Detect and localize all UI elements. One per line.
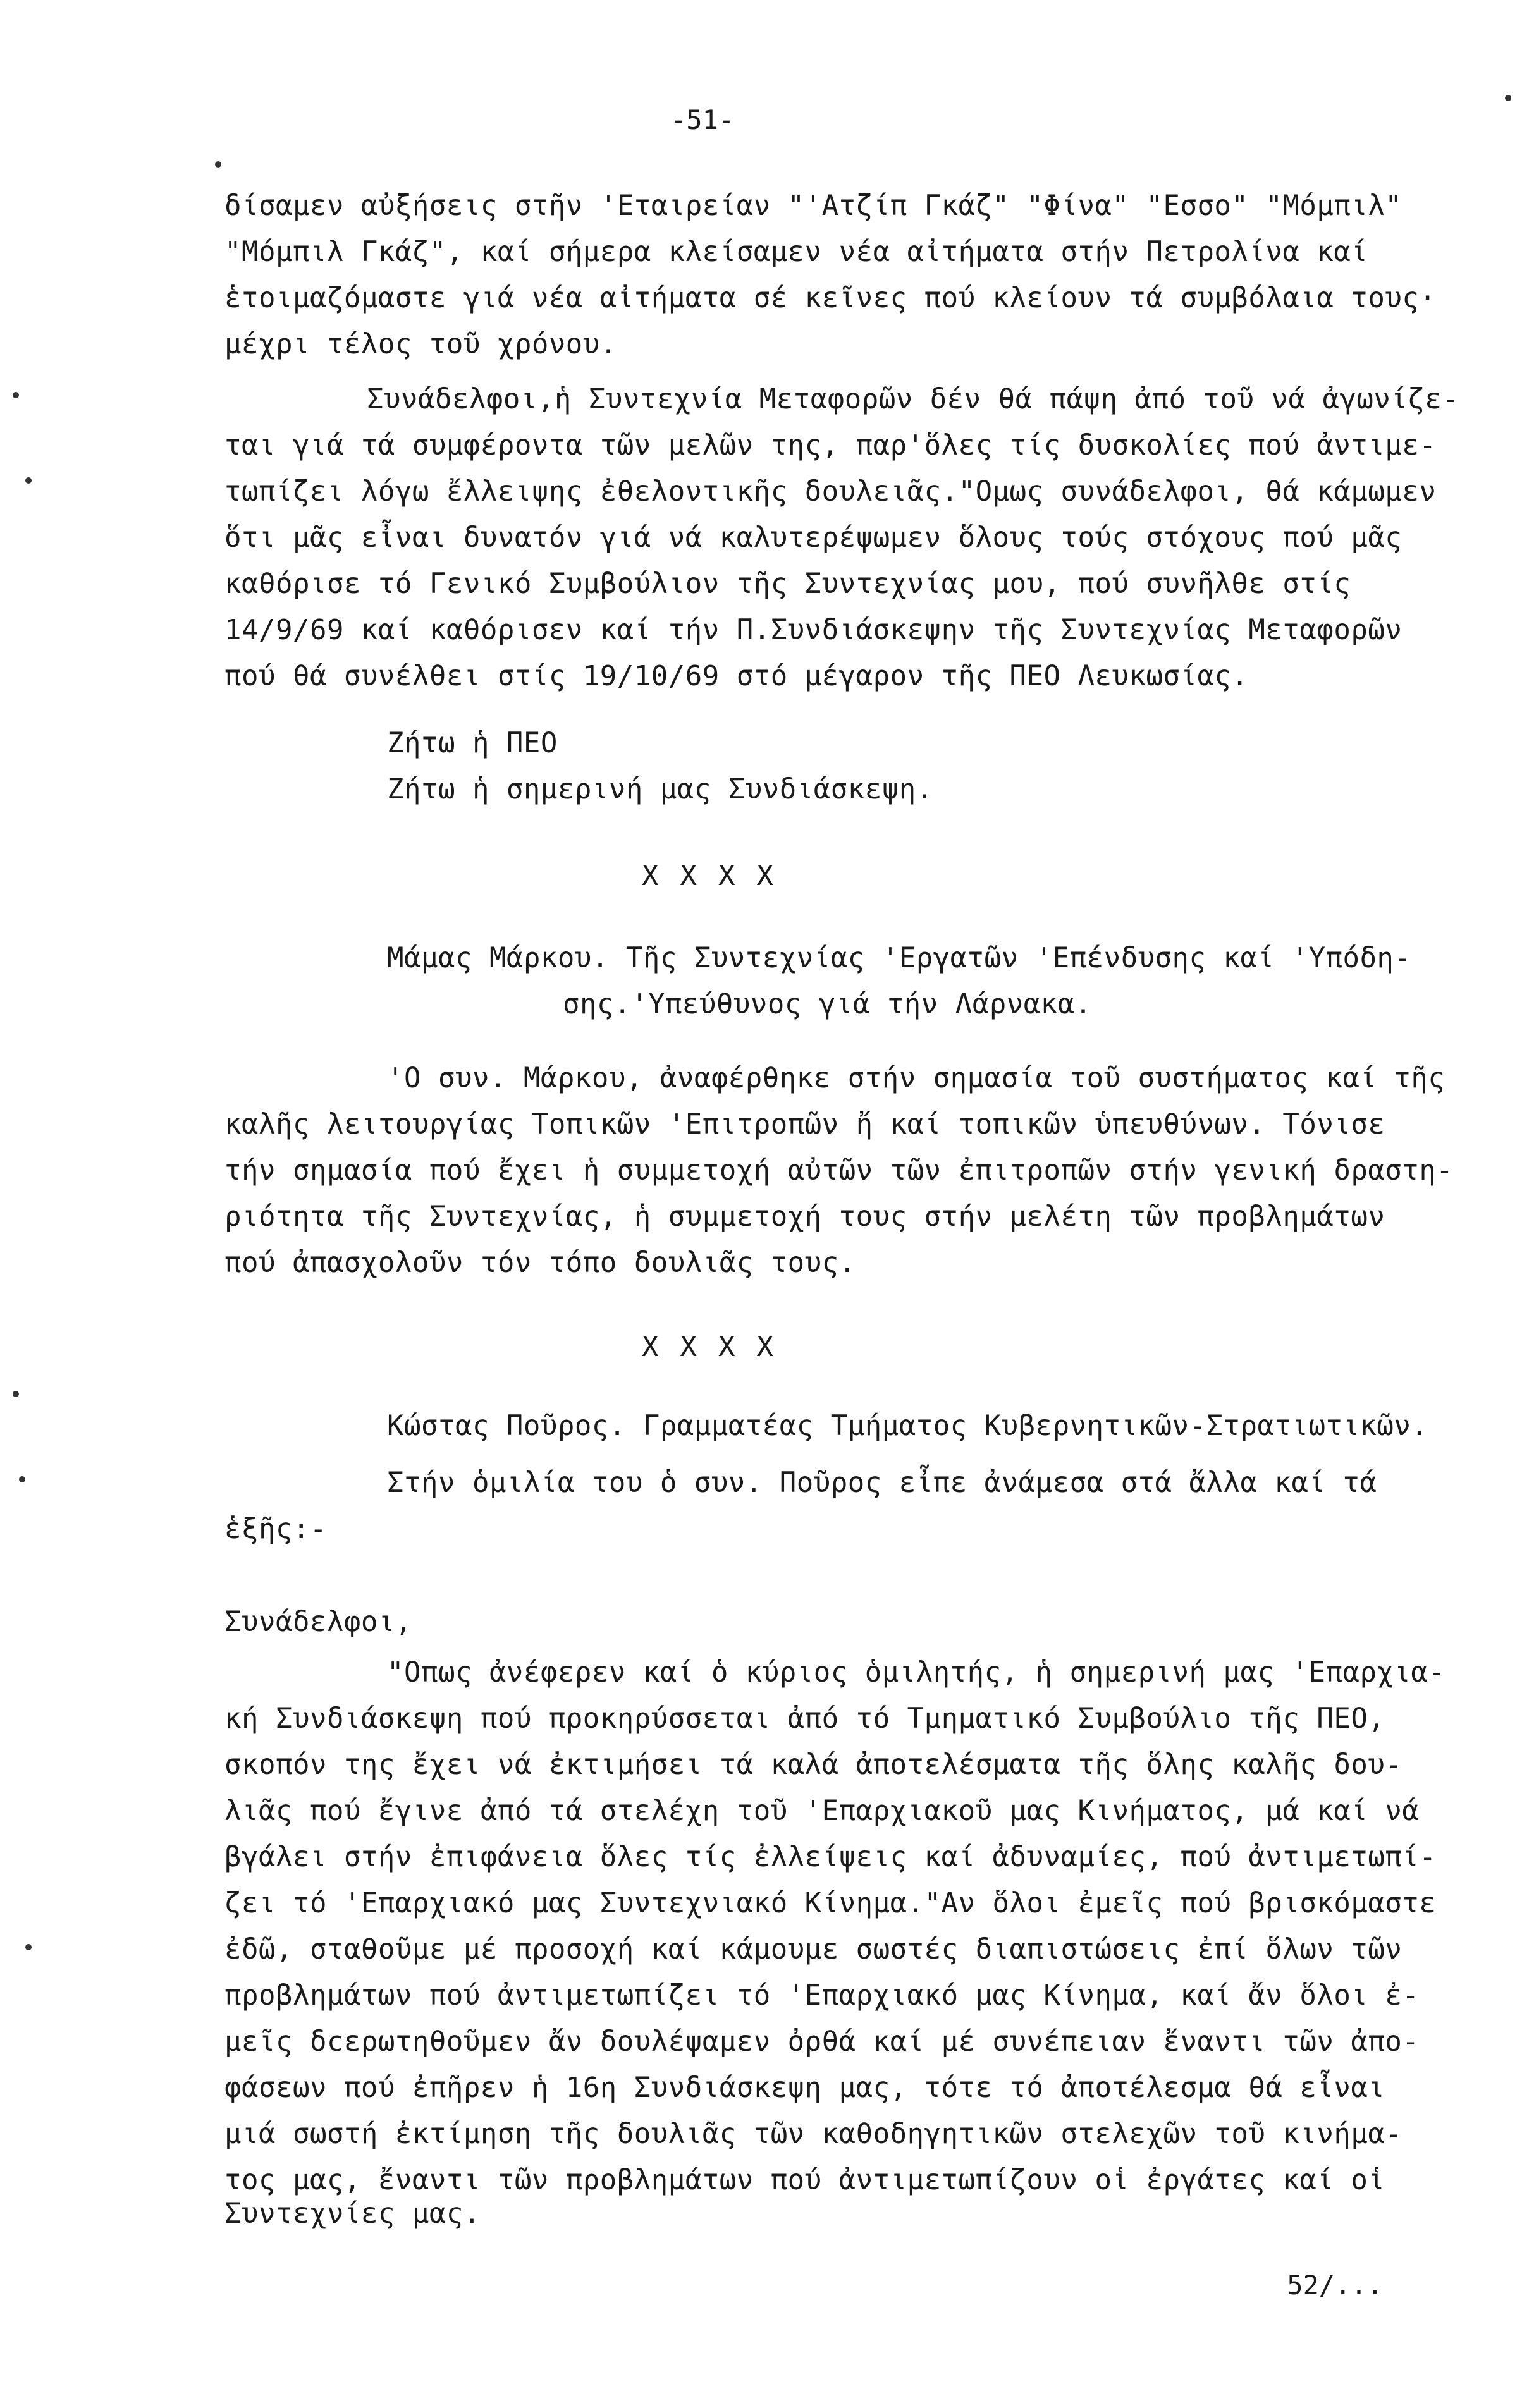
text-line: ριότητα τῆς Συντεχνίας, ἡ συμμετοχή τους στήν μελέτη τῶν προβλημάτων xyxy=(224,1201,1385,1233)
text-line: "Μόμπιλ Γκάζ", καί σήμερα κλείσαμεν νέα αἰτήματα στήν Πετρολίνα καί xyxy=(224,236,1368,268)
text-line: καλῆς λειτουργίας Τοπικῶν 'Επιτροπῶν ἤ καί τοπικῶν ὑπευθύνων. Τόνισε xyxy=(224,1108,1385,1140)
text-line: 'Ο συν. Μάρκου, ἀναφέρθηκε στήν σημασία τοῦ συστήματος καί τῆς xyxy=(387,1062,1445,1094)
scan-speck xyxy=(215,161,221,168)
text-line: Συντεχνίες μας. xyxy=(224,2197,481,2230)
section-separator: XXXX xyxy=(642,1331,795,1363)
scan-speck xyxy=(13,1391,19,1397)
scan-speck xyxy=(1505,95,1511,101)
section-separator: XXXX xyxy=(642,860,795,892)
text-line: "Οπως ἀνέφερεν καί ὁ κύριος ὁμιλητής, ἡ σημερινή μας 'Επαρχια- xyxy=(387,1656,1445,1689)
text-line: δίσαμεν αὐξήσεις στῆν 'Εταιρείαν "'Ατζίπ Γκάζ" "Φίνα" "Εσσο" "Μόμπιλ" xyxy=(224,190,1402,222)
text-line: μιά σωστή ἐκτίμηση τῆς δουλιᾶς τῶν καθοδηγητικῶν στελεχῶν τοῦ κινήμα- xyxy=(224,2118,1402,2150)
text-line: πού θά συνέλθει στίς 19/10/69 στό μέγαρον τῆς ΠΕΟ Λευκωσίας. xyxy=(224,660,1249,692)
text-line: τος μας, ἔναντι τῶν προβλημάτων πού ἀντιμετωπίζουν οἱ ἐργάτες καί οἱ xyxy=(224,2164,1385,2196)
continuation-marker: 52/... xyxy=(1287,2270,1383,2301)
slogan: Ζήτω ἡ ΠΕΟ xyxy=(387,727,558,759)
text-line: λιᾶς πού ἔγινε ἀπό τά στελέχη τοῦ 'Επαρχιακοῦ μας Κινήματος, μά καί νά xyxy=(224,1795,1420,1827)
speaker-heading: σης.'Υπεύθυνος γιά τήν Λάρνακα. xyxy=(563,988,1092,1020)
text-line: Στήν ὁμιλία του ὁ συν. Ποῦρος εἶπε ἀνάμεσα στά ἄλλα καί τά xyxy=(387,1467,1377,1499)
text-line: ἑτοιμαζόμαστε γιά νέα αἰτήματα σέ κεῖνες πού κλείουν τά συμβόλαια τους· xyxy=(224,282,1437,314)
text-line: βγάλει στήν ἐπιφάνεια ὅλες τίς ἐλλείψεις καί ἀδυναμίες, πού ἀντιμετωπί- xyxy=(224,1841,1437,1873)
text-line: φάσεων πού ἐπῆρεν ἡ 16η Συνδιάσκεψη μας, τότε τό ἀποτέλεσμα θά εἶναι xyxy=(224,2072,1385,2104)
text-line: σκοπόν της ἔχει νά ἐκτιμήσει τά καλά ἀποτελέσματα τῆς ὅλης καλῆς δου- xyxy=(224,1749,1402,1781)
text-line: ὅτι μᾶς εἶναι δυνατόν γιά νά καλυτερέψωμεν ὅλους τούς στόχους πού μᾶς xyxy=(224,522,1402,554)
text-line: μέχρι τέλος τοῦ χρόνου. xyxy=(224,328,617,360)
text-line: ἑξῆς:- xyxy=(224,1513,327,1545)
text-line: ἐδῶ, σταθοῦμε μέ προσοχή καί κάμουμε σωστές διαπιστώσεις ἐπί ὅλων τῶν xyxy=(224,1933,1402,1965)
speaker-heading: Κώστας Ποῦρος. Γραμματέας Τμήματος Κυβερνητικῶν-Στρατιωτικῶν. xyxy=(387,1410,1428,1442)
text-line: τήν σημασία πού ἔχει ἡ συμμετοχή αὐτῶν τῶν ἐπιτροπῶν στήν γενική δραστη- xyxy=(224,1154,1454,1187)
text-line: πού ἀπασχολοῦν τόν τόπο δουλιᾶς τους. xyxy=(224,1247,856,1279)
scan-speck xyxy=(19,1476,25,1482)
text-line: ζει τό 'Επαρχιακό μας Συντεχνιακό Κίνημα."Αν ὅλοι ἐμεῖς πού βρισκόμαστε xyxy=(224,1887,1437,1919)
text-line: προβλημάτων πού ἀντιμετωπίζει τό 'Επαρχιακό μας Κίνημα, καί ἄν ὅλοι ἐ- xyxy=(224,1979,1420,2012)
text-line: κή Συνδιάσκεψη πού προκηρύσσεται ἀπό τό Τμηματικό Συμβούλιο τῆς ΠΕΟ, xyxy=(224,1702,1385,1735)
scan-speck xyxy=(25,477,32,484)
salutation: Συνάδελφοι, xyxy=(224,1606,412,1638)
text-line: τωπίζει λόγω ἔλλειψης ἐθελοντικῆς δουλειᾶς."Ομως συνάδελφοι, θά κάμωμεν xyxy=(224,475,1437,508)
page-number: -51- xyxy=(670,104,735,135)
scan-speck xyxy=(25,1944,32,1950)
speaker-heading: Μάμας Μάρκου. Τῆς Συντεχνίας 'Εργατῶν 'Επένδυσης καί 'Υπόδη- xyxy=(387,942,1411,974)
scan-speck xyxy=(13,392,19,398)
text-line: ται γιά τά συμφέροντα τῶν μελῶν της, παρ'ὅλες τίς δυσκολίες πού ἀντιμε- xyxy=(224,429,1437,461)
text-line: μεῖς δcερωτηθοῦμεν ἄν δουλέψαμεν ὀρθά καί μέ συνέπειαν ἔναντι τῶν ἀπο- xyxy=(224,2026,1420,2058)
slogan: Ζήτω ἡ σημερινή μας Συνδιάσκεψη. xyxy=(387,773,933,805)
text-line: Συνάδελφοι,ἡ Συντεχνία Μεταφορῶν δέν θά πάψη ἀπό τοῦ νά ἀγωνίζε- xyxy=(367,383,1459,415)
text-line: 14/9/69 καί καθόρισεν καί τήν Π.Συνδιάσκεψην τῆς Συντεχνίας Μεταφορῶν xyxy=(224,614,1402,646)
text-line: καθόρισε τό Γενικό Συμβούλιον τῆς Συντεχνίας μου, πού συνῆλθε στίς xyxy=(224,568,1351,600)
